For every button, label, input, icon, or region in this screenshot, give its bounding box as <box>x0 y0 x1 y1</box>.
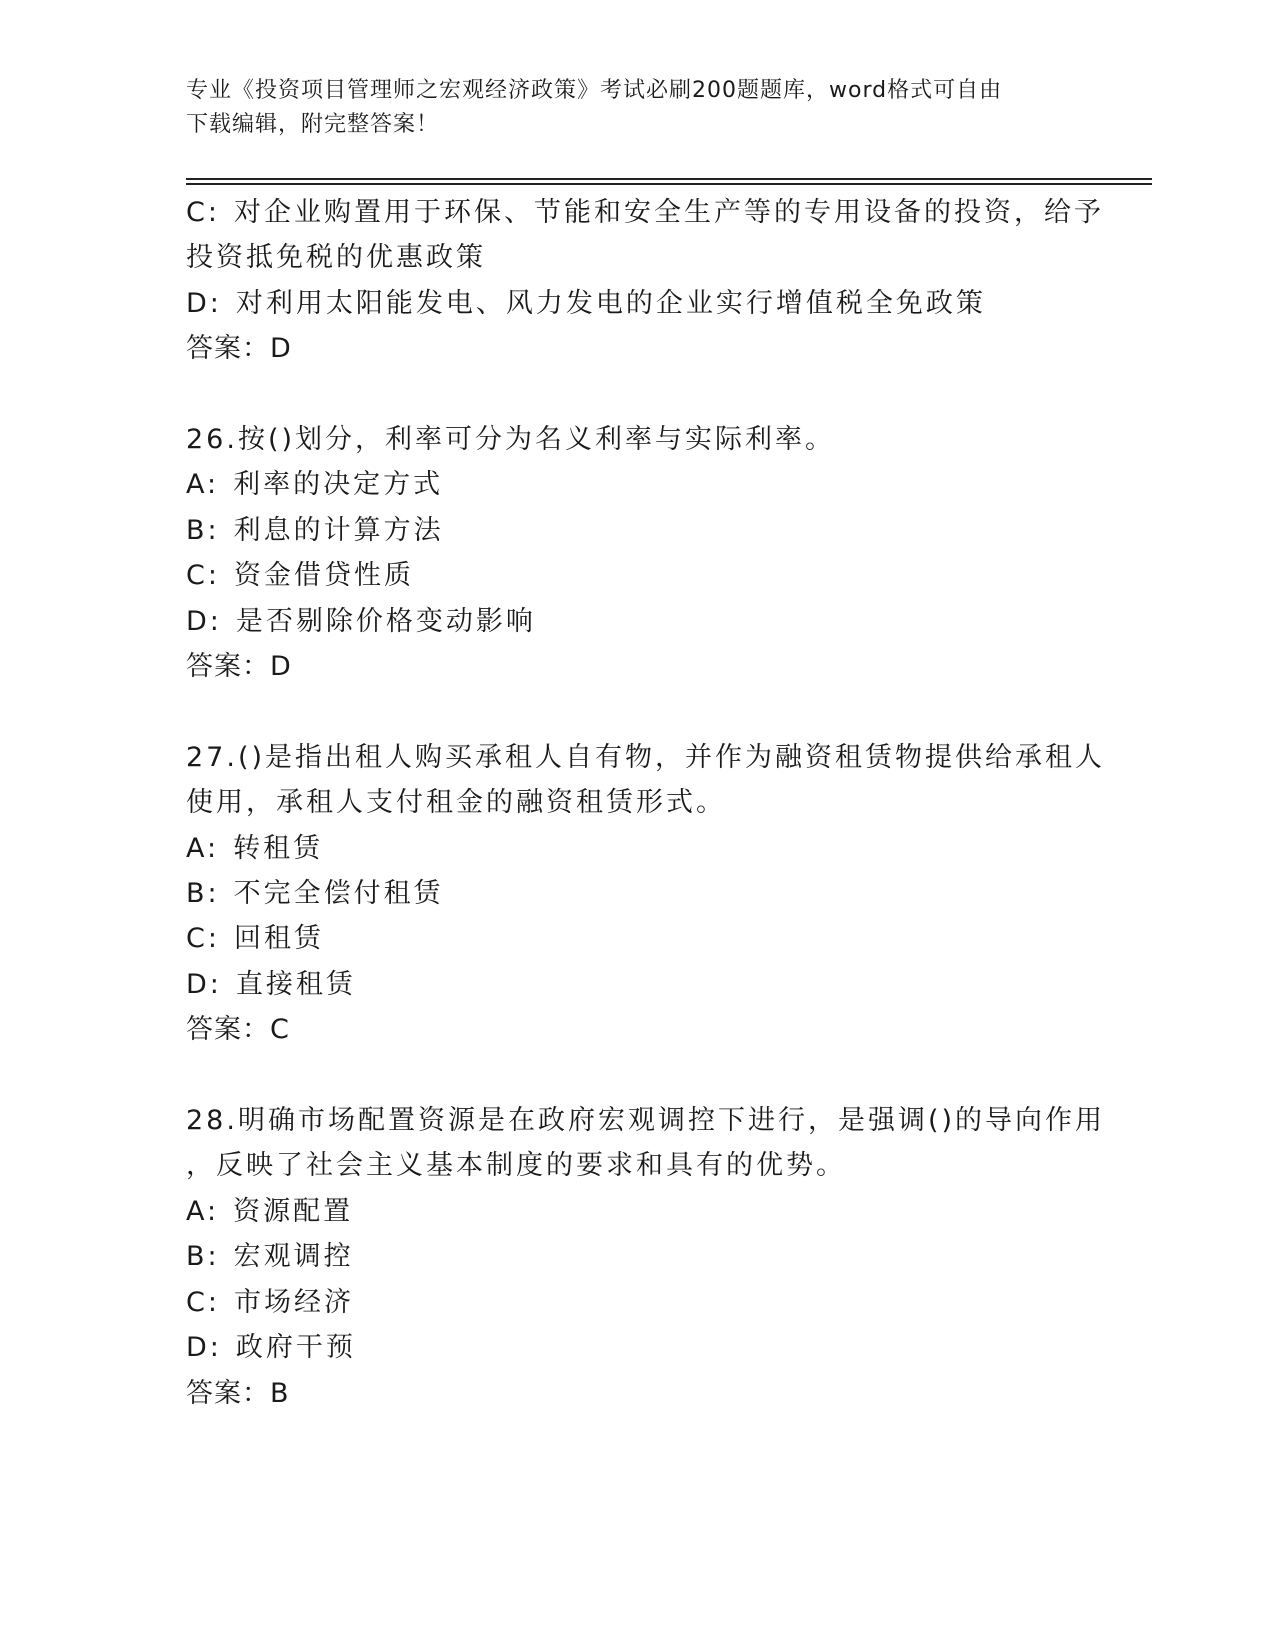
header-line-2: 下载编辑，附完整答案！ <box>186 112 440 137</box>
option-a: A: 利率的决定方式 <box>186 469 444 501</box>
answer-line: 答案：C <box>186 1014 290 1046</box>
answer-line: 答案：B <box>186 1377 290 1409</box>
option-d: D: 政府干预 <box>186 1332 356 1364</box>
question-stem: 27.()是指出租人购买承租人自有物，并作为融资租赁物提供给承租人 <box>186 741 1106 773</box>
question-stem: 26.按()划分，利率可分为名义利率与实际利率。 <box>186 424 836 456</box>
answer-line: 答案：D <box>186 333 292 365</box>
option-c-continuation: 投资抵免税的优惠政策 <box>186 242 486 274</box>
option-d: D: 直接租赁 <box>186 968 356 1000</box>
option-b: B: 不完全偿付租赁 <box>186 878 444 910</box>
option-a: A: 资源配置 <box>186 1195 354 1227</box>
header-line-1: 专业《投资项目管理师之宏观经济政策》考试必刷200题题库，word格式可自由 <box>186 78 1003 103</box>
option-c: C: 对企业购置用于环保、节能和安全生产等的专用设备的投资，给予 <box>186 197 1104 228</box>
header-divider-bottom <box>186 183 1152 185</box>
question-stem-continuation: 使用，承租人支付租金的融资租赁形式。 <box>186 787 726 819</box>
option-d: D: 是否剔除价格变动影响 <box>186 605 536 637</box>
answer-line: 答案：D <box>186 651 292 683</box>
option-c: C: 市场经济 <box>186 1286 354 1318</box>
question-stem-continuation: ，反映了社会主义基本制度的要求和具有的优势。 <box>186 1150 846 1182</box>
question-content <box>186 190 1106 1416</box>
question-28 <box>186 1098 1106 1416</box>
question-stem: 28.明确市场配置资源是在政府宏观调控下进行，是强调()的导向作用 <box>186 1105 1106 1137</box>
option-b: B: 利息的计算方法 <box>186 514 444 546</box>
continued-question <box>186 190 1104 372</box>
option-c: C: 资金借贷性质 <box>186 560 414 592</box>
question-26 <box>186 417 1086 689</box>
option-d: D: 对利用太阳能发电、风力发电的企业实行增值税全免政策 <box>186 287 986 319</box>
option-c: C: 回租赁 <box>186 923 324 955</box>
header-divider-top <box>186 178 1152 180</box>
option-b: B: 宏观调控 <box>186 1241 354 1273</box>
document-header <box>186 74 1066 142</box>
question-27 <box>186 735 1106 1053</box>
option-a: A: 转租赁 <box>186 832 324 864</box>
